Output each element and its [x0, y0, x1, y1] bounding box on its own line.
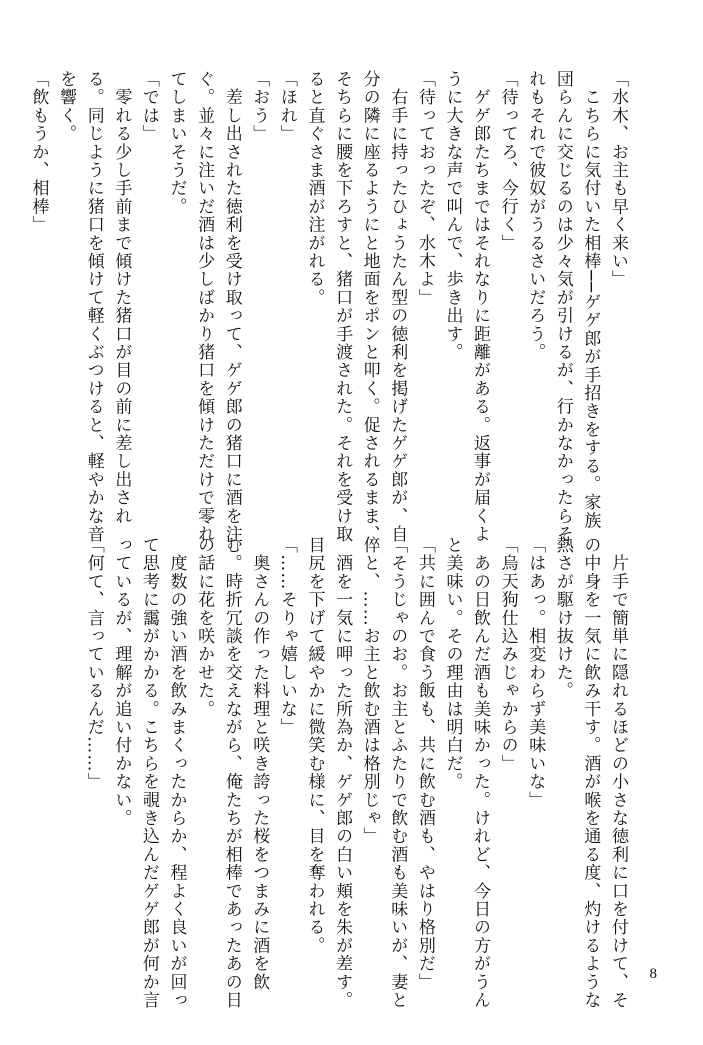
text-line: 「何て、言っているんだ……」	[83, 536, 104, 791]
text-line: 「飲もうか、相棒」	[28, 70, 49, 234]
text-line: っているが、理解が追い付かない。	[111, 536, 132, 828]
page-number: 8	[649, 966, 657, 982]
text-line: 度数の強い酒を飲みまくったからか、程よく良いが回っ	[166, 536, 187, 1010]
text-line: と美味い。その理由は明白だ。	[442, 536, 463, 791]
text-line: そちらに腰を下ろすと、猪口が手渡された。それを受け取	[332, 70, 353, 544]
text-line: 右手に持ったひょうたん型の徳利を掲げたゲゲ郎が、自	[387, 70, 408, 544]
text-line: 「はあっ。相変わらず美味いな」	[525, 536, 546, 809]
text-line: 「待ってろ、今行く」	[497, 70, 518, 252]
text-line: てしまいそうだ。	[166, 70, 187, 216]
text-line: ぐ。並々に注いだ酒は少しばかり猪口を傾けただけで零れ	[194, 70, 215, 544]
text-line: あの日飲んだ酒も美味かった。けれど、今日の方がうん	[470, 536, 491, 1010]
text-line: こちらに気付いた相棒──ゲゲ郎が手招きをする。家族	[580, 70, 601, 530]
text-line: の話に花を咲かせた。	[194, 536, 215, 718]
text-line: 酒を一気に呷った所為か、ゲゲ郎の白い頬を朱が差す。	[332, 536, 353, 1010]
text-line: 団らんに交じるのは少々気が引けるが、行かなかったらそ	[552, 70, 573, 544]
text-line: 「ほれ」	[276, 70, 297, 143]
text-line: 片手で簡単に隠れるほどの小さな徳利に口を付けて、そ	[608, 536, 628, 1010]
text-line: む。時折冗談を交えながら、俺たちが相棒であったあの日	[221, 536, 242, 1010]
text-line: て思考に靄がかかる。こちらを覗き込んだゲゲ郎が何か言	[138, 536, 159, 1010]
text-line: 「では」	[138, 70, 159, 143]
text-line: 「……そりゃ嬉しいな」	[276, 536, 297, 737]
text-line: 奥さんの作った料理と咲き誇った桜をつまみに酒を飲	[249, 536, 270, 991]
text-line: を響く。	[56, 70, 77, 143]
text-line: 「水木、お主も早く来い」	[608, 70, 628, 289]
text-block-bottom	[71, 536, 631, 1010]
text-line: ゲゲ郎たちまではそれなりに距離がある。返事が届くよ	[470, 70, 491, 544]
text-line: 分の隣に座るようにと地面をポンと叩く。促されるまま、	[359, 70, 380, 544]
text-line: 「おう」	[249, 70, 270, 143]
text-line: 「待っておったぞ、水木よ」	[414, 70, 435, 307]
text-line: ると直ぐさま酒が注がれる。	[304, 70, 325, 307]
text-line: 「そうじゃのお。お主とふたりで飲む酒も美味いが、妻と	[387, 536, 408, 1010]
text-line: 「烏天狗仕込みじゃからの」	[497, 536, 518, 773]
text-line: 「共に囲んで食う飯も、共に飲む酒も、やはり格別だ」	[414, 536, 435, 991]
text-line: 差し出された徳利を受け取って、ゲゲ郎の猪口に酒を注	[221, 70, 242, 544]
text-line: の中身を一気に飲み干す。酒が喉を通る度、灼けるような	[580, 536, 601, 1010]
text-block-top	[28, 70, 631, 544]
text-line: る。同じように猪口を傾けて軽くぶつけると、軽やかな音	[83, 70, 104, 544]
text-line: れもそれで彼奴がうるさいだろう。	[525, 70, 546, 362]
text-line: 目尻を下げて緩やかに微笑む様に、目を奪われる。	[304, 536, 325, 955]
text-line: 倅と、……お主と飲む酒は格別じゃ」	[359, 536, 380, 846]
text-line: うに大きな声で叫んで、歩き出す。	[442, 70, 463, 362]
text-line: 熱さが駆け抜けた。	[552, 536, 573, 700]
text-line: 零れる少し手前まで傾けた猪口が目の前に差し出され	[111, 70, 132, 526]
